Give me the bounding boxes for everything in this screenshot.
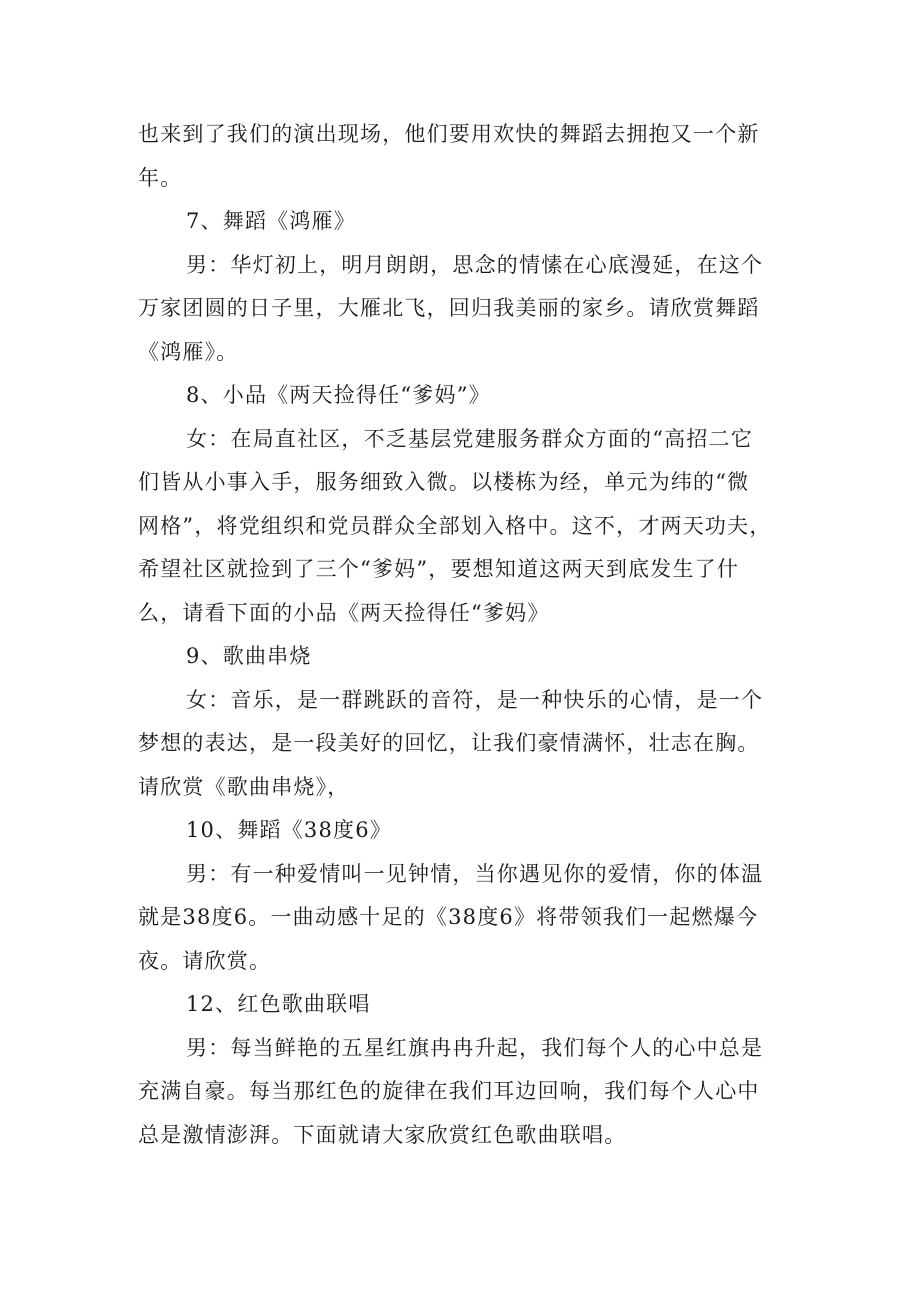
- text-line: 年。: [138, 165, 183, 190]
- text-line: 总是激情澎湃。下面就请大家欣赏红色歌曲联唱。: [138, 1122, 627, 1147]
- text-line: 男：有一种爱情叫一见钟情，当你遇见你的爱情，你的体温: [186, 861, 764, 886]
- text-line: 请欣赏《歌曲串烧》，: [138, 774, 350, 799]
- text-line: 希望社区就捡到了三个“爹妈”，要想知道这两天到底发生了什: [138, 557, 740, 581]
- text-line: 男：华灯初上，明月朗朗，思念的情愫在心底漫延，在这个: [186, 252, 764, 277]
- section-heading: 7、舞蹈《鸿雁》: [186, 209, 356, 233]
- text-line: 网格”，将党组织和党员群众全部划入格中。这不，才两天功夫，: [138, 513, 772, 538]
- section-heading: 8、小品《两天捡得任“爹妈”》: [186, 383, 491, 407]
- section-heading: 12、红色歌曲联唱: [186, 992, 371, 1016]
- text-line: 女：在局直社区，不乏基层党建服务群众方面的“高招二它: [186, 426, 753, 451]
- section-heading: 10、舞蹈《38度6》: [186, 818, 393, 842]
- document-body: [138, 113, 788, 1157]
- text-line: 就是38度6。一曲动感十足的《38度6》将带领我们一起燃爆今: [138, 905, 759, 929]
- text-line: 们皆从小事入手，服务细致入微。以楼栋为经，单元为纬的“微: [138, 470, 750, 494]
- text-line: 夜。请欣赏。: [138, 948, 272, 973]
- text-line: 女：音乐，是一群跳跃的音符，是一种快乐的心情，是一个: [186, 687, 764, 712]
- text-line: 梦想的表达，是一段美好的回忆，让我们豪情满怀，壮志在胸。: [138, 731, 760, 755]
- text-line: 么，请看下面的小品《两天捡得任“爹妈》: [138, 600, 550, 625]
- text-line: 男：每当鲜艳的五星红旗冉冉升起，我们每个人的心中总是: [186, 1035, 764, 1060]
- text-line: 万家团圆的日子里，大雁北飞，回归我美丽的家乡。请欣赏舞蹈: [138, 296, 760, 320]
- text-line: 充满自豪。每当那红色的旋律在我们耳边回响，我们每个人心中: [138, 1079, 760, 1103]
- text-line: 《鸿雁》。: [138, 339, 239, 364]
- text-line: 也来到了我们的演出现场，他们要用欢快的舞蹈去拥抱又一个新: [138, 122, 760, 146]
- section-heading: 9、歌曲串烧: [186, 644, 312, 668]
